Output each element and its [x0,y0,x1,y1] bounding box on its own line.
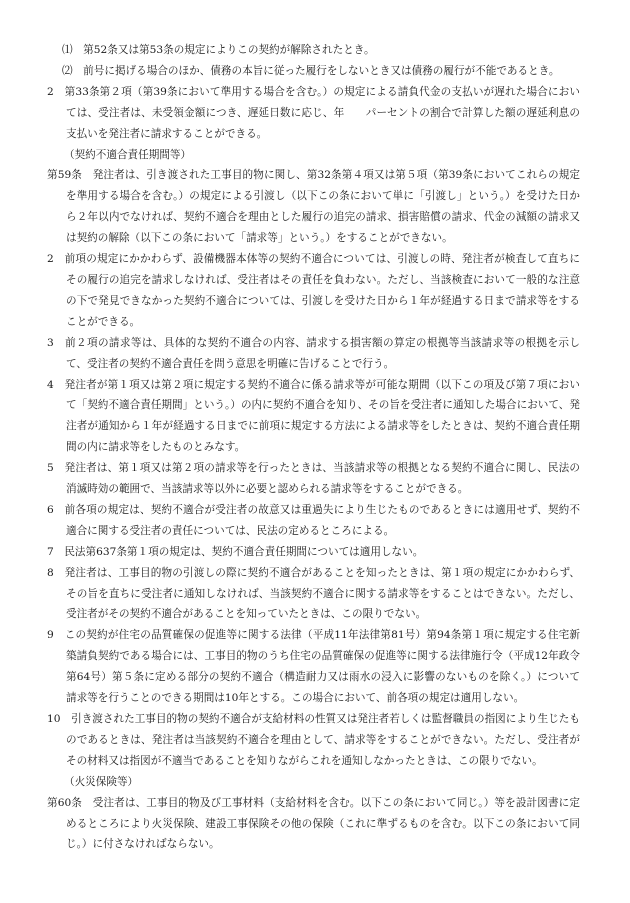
article-59-paragraph-7: 7 民法第637条第１項の規定は、契約不適合責任期間については適用しない。 [47,545,424,558]
article-59-paragraph-6: 6 前各項の規定は、契約不適合が受注者の故意又は重過失により生じたものであるときには適用せず、契約不適合に関する受注者の責任については、民法の定めるところによる。 [47,503,580,537]
article-59-paragraph-8: 8 発注者は、工事目的物の引渡しの際に契約不適合があることを知ったときは、第１項の規定にかかわらず、その旨を直ちに受注者に通知しなければ、当該契約不適合に関する請求等をすることはできない。ただし、受注者がその契約不適合があることを知っていたときは、この限りでない。 [47,566,580,621]
article-58-paragraph-2: 2 第33条第２項（第39条において準用する場合を含む。）の規定による請負代金の支払いが遅れた場合においては、受注者は、未受領金額につき、遅延日数に応じ、年 パーセントの割合で計算した額の遅延利息の支払いを発注者に請求することができる。 [47,85,580,140]
article-59-paragraph-4: 4 発注者が第１項又は第２項に規定する契約不適合に係る請求等が可能な期間（以下この項及び第７項において「契約不適合責任期間」という。）の内に契約不適合を知り、その旨を受注者に通知した場合において、発注者が通知から１年が経過する日までに前項に規定する方法による請求等をしたときは、契約不適合責任期間の内に請求等をしたものとみなす。 [47,378,580,454]
article-59-paragraph-2: 2 前項の規定にかかわらず、設備機器本体等の契約不適合については、引渡しの時、発注者が検査して直ちにその履行の追完を請求しなければ、受注者はその責任を負わない。ただし、当該検査において一般的な注意の下で発見できなかった契約不適合については、引渡しを受けた日から１年が経過する日まで請求等をすることができる。 [47,253,580,328]
article-59-paragraph-9: 9 この契約が住宅の品質確保の促進等に関する法律（平成11年法律第81号）第94条第１項に規定する住宅新築請負契約である場合には、工事目的物のうち住宅の品質確保の促進等に関する法律施行令（平成12年政令第64号）第５条に定める部分の契約不適合（構造耐力又は雨水の浸入に影響のないものを除く。）について請求等を行うことのできる期間は10年とする。この場合において、前各項の規定は適用しない。 [47,629,580,705]
article-59: 第59条 発注者は、引き渡された工事目的物に関し、第32条第４項又は第５項（第39条においてこれらの規定を準用する場合を含む。）の規定による引渡し（以下この条において単に「引渡し」という。）を受けた日から２年以内でなければ、契約不適合を理由とした履行の追完の請求、損害賠償の請求、代金の減額の請求又は契約の解除（以下この条において「請求等」という。）をすることができない。 [47,169,580,245]
article-59-paragraph-10: 10 引き渡された工事目的物の契約不適合が支給材料の性質又は発注者若しくは監督職員の指図により生じたものであるときは、発注者は当該契約不適合を理由として、請求等をすることができない。ただし、受注者がその材料又は指図が不適当であることを知りながらこれを通知しなかったときは、この限りでない。 [47,713,580,767]
section-heading-defect-liability: （契約不適合責任期間等） [64,148,192,161]
item-1: ⑴ 第52条又は第53条の規定によりこの契約が解除されたとき。 [62,44,375,56]
item-2: ⑵ 前号に掲げる場合のほか、債務の本旨に従った履行をしないとき又は債務の履行が不能であるとき。 [62,64,560,77]
article-60: 第60条 受注者は、工事目的物及び工事材料（支給材料を含む。以下この条において同じ。）等を設計図書に定めるところにより火災保険、建設工事保険その他の保険（これに準ずるものを含む。以下この条において同じ。）に付さなければならない。 [47,796,580,851]
article-59-paragraph-5: 5 発注者は、第１項又は第２項の請求等を行ったときは、当該請求等の根拠となる契約不適合に関し、民法の消滅時効の範囲で、当該請求等以外に必要と認められる請求等をすることができる。 [47,462,580,496]
article-59-paragraph-3: 3 前２項の請求等は、具体的な契約不適合の内容、請求する損害額の算定の根拠等当該請求等の根拠を示して、受注者の契約不適合責任を問う意思を明確に告げることで行う。 [47,336,580,370]
section-heading-fire-insurance: （火災保険等） [64,775,139,788]
